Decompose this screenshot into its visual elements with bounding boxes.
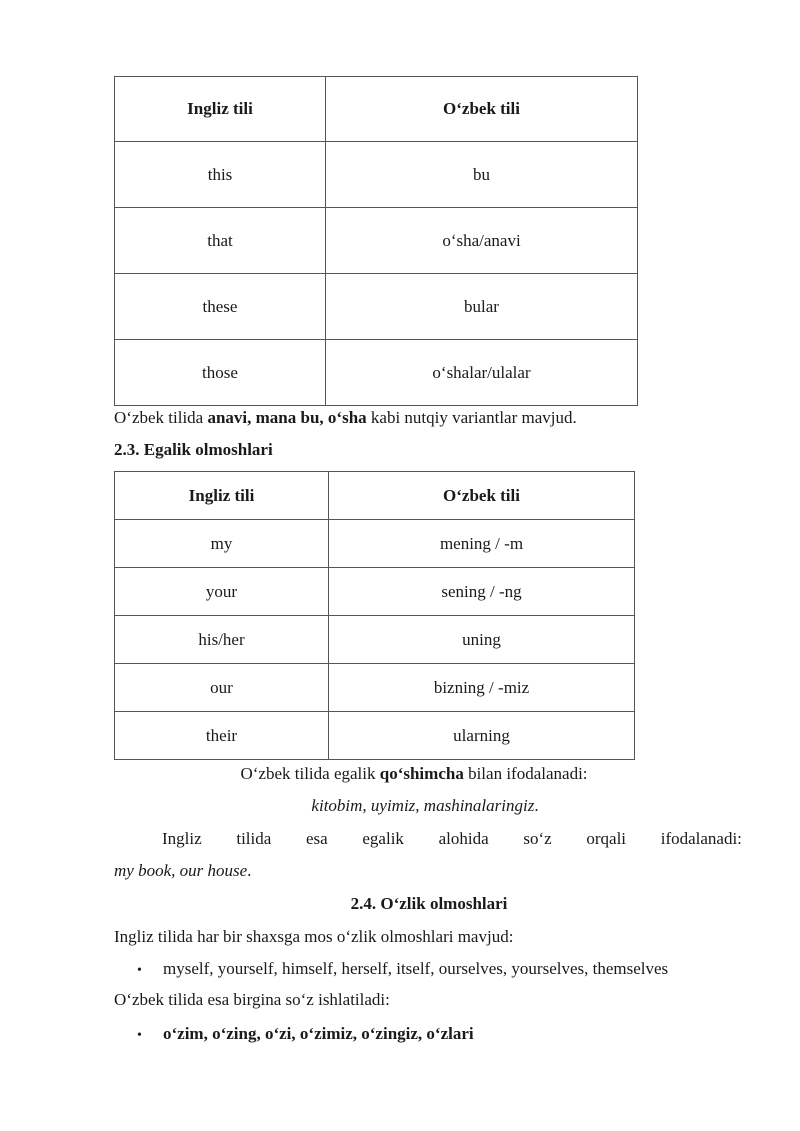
table-header-row bbox=[115, 472, 635, 520]
table-row bbox=[115, 568, 635, 616]
cell-uzbek: o‘shalar/ulalar bbox=[326, 340, 638, 406]
english-examples bbox=[114, 861, 251, 881]
note-text: O‘zbek tilida bbox=[114, 408, 208, 427]
cell-english: our bbox=[115, 664, 329, 712]
table-row bbox=[115, 142, 638, 208]
header-english: Ingliz tili bbox=[115, 77, 326, 142]
possessives-note bbox=[0, 764, 800, 784]
table-row bbox=[115, 712, 635, 760]
paragraph-word: egalik bbox=[362, 829, 404, 848]
cell-english: my bbox=[115, 520, 329, 568]
cell-english: this bbox=[115, 142, 326, 208]
note-text: bilan ifodalanadi: bbox=[463, 764, 588, 783]
header-uzbek: O‘zbek tili bbox=[329, 472, 635, 520]
table-row bbox=[115, 520, 635, 568]
bullet-icon: • bbox=[137, 963, 142, 978]
paragraph-word: alohida bbox=[438, 829, 489, 848]
demonstratives-note bbox=[114, 408, 577, 428]
reflexive-english-paragraph: Ingliz tilida har bir shaxsga mos o‘zlik olmoshlari mavjud: bbox=[114, 927, 514, 946]
cell-uzbek: bu bbox=[326, 142, 638, 208]
table-row bbox=[115, 208, 638, 274]
paragraph-word: Ingliz bbox=[162, 829, 202, 848]
header-english: Ingliz tili bbox=[115, 472, 329, 520]
possessives-table bbox=[114, 471, 635, 760]
note-bold-text: anavi, mana bu, o‘sha bbox=[207, 408, 367, 427]
examples-italic: kitobim, uyimiz, mashinalaringiz bbox=[311, 796, 535, 815]
list-item bbox=[137, 1024, 474, 1046]
list-item bbox=[137, 959, 668, 981]
note-text: O‘zbek tilida egalik bbox=[240, 764, 380, 783]
demonstratives-table bbox=[114, 76, 638, 406]
paragraph-word: esa bbox=[305, 829, 328, 848]
paragraph-word: so‘z bbox=[523, 829, 552, 848]
note-bold-text: qo‘shimcha bbox=[379, 764, 464, 783]
examples-italic: my book, our house bbox=[114, 861, 248, 880]
cell-uzbek: bular bbox=[326, 274, 638, 340]
list-item-text: myself, yourself, himself, herself, itself, ourselves, yourselves, themselves bbox=[163, 959, 669, 978]
cell-uzbek: uning bbox=[329, 616, 635, 664]
cell-english: those bbox=[115, 340, 326, 406]
reflexive-uzbek-paragraph: O‘zbek tilida esa birgina so‘z ishlatiladi: bbox=[114, 990, 390, 1009]
cell-uzbek: o‘sha/anavi bbox=[326, 208, 638, 274]
cell-english: their bbox=[115, 712, 329, 760]
examples-end: . bbox=[247, 861, 252, 880]
list-item-text: o‘zim, o‘zing, o‘zi, o‘zimiz, o‘zingiz, o‘zlari bbox=[163, 1024, 474, 1043]
paragraph-word: orqali bbox=[586, 829, 627, 848]
cell-uzbek: ularning bbox=[329, 712, 635, 760]
cell-english: his/her bbox=[115, 616, 329, 664]
header-uzbek: O‘zbek tili bbox=[326, 77, 638, 142]
table-row bbox=[115, 616, 635, 664]
section-heading-reflexives: 2.4. O‘zlik olmoshlari bbox=[350, 894, 508, 913]
examples-end: . bbox=[534, 796, 539, 815]
table-row bbox=[115, 274, 638, 340]
section-heading-possessives: 2.3. Egalik olmoshlari bbox=[114, 440, 273, 459]
cell-uzbek: sening / -ng bbox=[329, 568, 635, 616]
paragraph-word: tilida bbox=[236, 829, 272, 848]
cell-uzbek: mening / -m bbox=[329, 520, 635, 568]
cell-english: that bbox=[115, 208, 326, 274]
cell-uzbek: bizning / -miz bbox=[329, 664, 635, 712]
table-row bbox=[115, 340, 638, 406]
cell-english: your bbox=[115, 568, 329, 616]
bullet-icon: • bbox=[137, 1028, 142, 1043]
english-possessive-paragraph bbox=[162, 829, 742, 849]
uzbek-examples bbox=[0, 796, 800, 816]
note-text: kabi nutqiy variantlar mavjud. bbox=[366, 408, 577, 427]
paragraph-word: ifodalanadi: bbox=[660, 829, 742, 848]
cell-english: these bbox=[115, 274, 326, 340]
table-header-row bbox=[115, 77, 638, 142]
table-row bbox=[115, 664, 635, 712]
